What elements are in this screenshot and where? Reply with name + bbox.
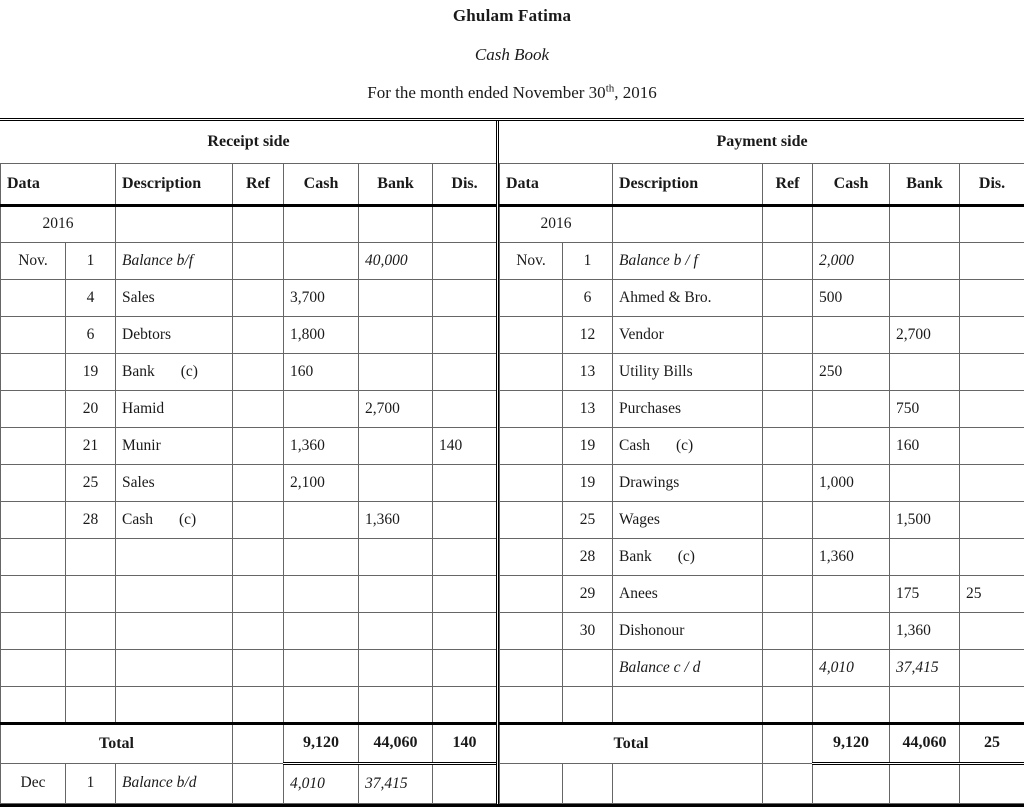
table-row <box>1 316 497 353</box>
payment-total-bank: 44,060 <box>890 723 960 763</box>
row-day <box>66 612 116 649</box>
receipt-year-row <box>1 205 497 242</box>
row-dis <box>433 279 497 316</box>
table-row <box>500 686 1024 723</box>
receipt-column-headers <box>1 163 497 205</box>
table-row <box>500 538 1024 575</box>
row-dis <box>960 501 1024 538</box>
row-description: Hamid <box>116 390 233 427</box>
row-day <box>66 575 116 612</box>
table-row <box>1 279 497 316</box>
row-date <box>500 427 563 464</box>
table-row <box>1 464 497 501</box>
payment-side <box>496 121 1024 804</box>
row-bank: 1,360 <box>359 501 433 538</box>
period-prefix: For the month ended November 30 <box>367 83 606 102</box>
row-cash: 500 <box>813 279 890 316</box>
row-description <box>116 612 233 649</box>
row-bank: 40,000 <box>359 242 433 279</box>
row-day: 13 <box>563 353 613 390</box>
row-bank: 160 <box>890 427 960 464</box>
row-day: 21 <box>66 427 116 464</box>
receipt-carry-row <box>1 763 497 803</box>
receipt-col-cash: Cash <box>284 163 359 205</box>
row-cash <box>813 427 890 464</box>
table-row <box>500 501 1024 538</box>
row-description: Sales <box>116 464 233 501</box>
row-ref <box>763 279 813 316</box>
row-bank <box>359 575 433 612</box>
row-ref <box>233 316 284 353</box>
table-row <box>1 612 497 649</box>
row-dis <box>433 353 497 390</box>
receipt-carry-day: 1 <box>66 763 116 803</box>
row-description-text: Bank <box>619 547 652 565</box>
row-day <box>66 538 116 575</box>
row-cash <box>284 242 359 279</box>
payment-table <box>499 121 1024 804</box>
row-bank: 1,360 <box>890 612 960 649</box>
row-date <box>1 612 66 649</box>
row-day: 4 <box>66 279 116 316</box>
receipt-carry-description: Balance b/d <box>116 763 233 803</box>
company-name: Ghulam Fatima <box>452 6 572 25</box>
row-cash: 1,360 <box>284 427 359 464</box>
period-ordinal-suffix: th <box>605 82 615 95</box>
table-row <box>500 575 1024 612</box>
receipt-col-date: Data <box>1 163 116 205</box>
row-cash <box>284 649 359 686</box>
row-ref <box>233 612 284 649</box>
payment-year-cash <box>813 205 890 242</box>
row-dis <box>433 390 497 427</box>
row-day: 1 <box>563 242 613 279</box>
row-date <box>500 686 563 723</box>
row-bank <box>890 242 960 279</box>
payment-carry-ref <box>763 763 813 803</box>
row-description <box>116 353 233 390</box>
row-bank: 750 <box>890 390 960 427</box>
row-description: Balance c / d <box>613 649 763 686</box>
row-dis <box>960 649 1024 686</box>
row-day: 13 <box>563 390 613 427</box>
row-ref <box>763 353 813 390</box>
row-day <box>66 686 116 723</box>
payment-total-cash: 9,120 <box>813 723 890 763</box>
row-day: 19 <box>563 464 613 501</box>
row-date <box>1 649 66 686</box>
receipt-year-dis <box>433 205 497 242</box>
receipt-year-bank <box>359 205 433 242</box>
period-suffix: , 2016 <box>614 83 657 102</box>
row-bank <box>890 538 960 575</box>
row-date <box>500 279 563 316</box>
row-description <box>116 575 233 612</box>
row-date <box>1 353 66 390</box>
row-description <box>116 538 233 575</box>
receipt-col-description: Description <box>116 163 233 205</box>
row-day: 28 <box>66 501 116 538</box>
receipt-carry-ref <box>233 763 284 803</box>
row-ref <box>763 501 813 538</box>
row-ref <box>763 612 813 649</box>
row-cash: 4,010 <box>813 649 890 686</box>
receipt-year-ref <box>233 205 284 242</box>
row-cash: 3,700 <box>284 279 359 316</box>
receipt-side-title-row <box>1 121 497 163</box>
table-row <box>500 464 1024 501</box>
row-day: 29 <box>563 575 613 612</box>
row-cash: 1,000 <box>813 464 890 501</box>
row-description <box>116 649 233 686</box>
table-row <box>500 279 1024 316</box>
receipt-year-description <box>116 205 233 242</box>
table-row <box>1 686 497 723</box>
row-date <box>500 464 563 501</box>
document-titles <box>0 0 1024 105</box>
row-day: 28 <box>563 538 613 575</box>
row-description <box>116 501 233 538</box>
row-cash: 250 <box>813 353 890 390</box>
row-bank: 2,700 <box>359 390 433 427</box>
row-cash <box>813 501 890 538</box>
row-cash <box>284 390 359 427</box>
row-description: Wages <box>613 501 763 538</box>
payment-year: 2016 <box>500 205 613 242</box>
cash-book-ledger <box>0 118 1024 807</box>
payment-col-description: Description <box>613 163 763 205</box>
row-ref <box>763 575 813 612</box>
receipt-total-label: Total <box>1 723 233 763</box>
row-description: Anees <box>613 575 763 612</box>
row-day <box>563 686 613 723</box>
receipt-year: 2016 <box>1 205 116 242</box>
table-row <box>1 353 497 390</box>
row-dis <box>960 427 1024 464</box>
table-row <box>500 427 1024 464</box>
payment-side-title-row <box>500 121 1024 163</box>
payment-side-title: Payment side <box>500 121 1024 163</box>
row-date <box>500 649 563 686</box>
row-dis: 25 <box>960 575 1024 612</box>
row-contra-marker: (c) <box>180 362 198 380</box>
payment-total-row <box>500 723 1024 763</box>
row-cash: 160 <box>284 353 359 390</box>
payment-carry-cash <box>813 763 890 803</box>
row-cash <box>284 612 359 649</box>
row-date <box>500 501 563 538</box>
receipt-col-ref: Ref <box>233 163 284 205</box>
row-dis <box>433 501 497 538</box>
table-row <box>500 612 1024 649</box>
row-day <box>66 649 116 686</box>
row-cash <box>813 316 890 353</box>
payment-year-row <box>500 205 1024 242</box>
row-date <box>500 390 563 427</box>
row-day: 12 <box>563 316 613 353</box>
table-row <box>1 538 497 575</box>
payment-year-bank <box>890 205 960 242</box>
row-dis <box>960 686 1024 723</box>
row-cash <box>284 686 359 723</box>
payment-year-ref <box>763 205 813 242</box>
row-description: Munir <box>116 427 233 464</box>
row-date <box>1 390 66 427</box>
row-bank <box>359 686 433 723</box>
receipt-total-ref <box>233 723 284 763</box>
receipt-total-row <box>1 723 497 763</box>
row-date <box>1 464 66 501</box>
row-cash <box>284 575 359 612</box>
table-row <box>1 427 497 464</box>
row-date <box>1 501 66 538</box>
row-cash <box>813 390 890 427</box>
row-dis <box>433 316 497 353</box>
row-bank <box>890 353 960 390</box>
row-day <box>563 649 613 686</box>
row-description: Sales <box>116 279 233 316</box>
row-description: Ahmed & Bro. <box>613 279 763 316</box>
row-ref <box>233 279 284 316</box>
row-bank <box>359 427 433 464</box>
row-date <box>1 686 66 723</box>
table-row <box>500 242 1024 279</box>
receipt-total-dis: 140 <box>433 723 497 763</box>
row-ref <box>763 538 813 575</box>
payment-col-ref: Ref <box>763 163 813 205</box>
row-dis <box>960 464 1024 501</box>
book-title: Cash Book <box>474 45 550 64</box>
table-row <box>1 649 497 686</box>
row-ref <box>763 686 813 723</box>
payment-column-headers <box>500 163 1024 205</box>
row-bank <box>359 353 433 390</box>
row-ref <box>233 242 284 279</box>
receipt-table <box>0 121 497 804</box>
row-ref <box>763 427 813 464</box>
row-ref <box>233 353 284 390</box>
row-description: Vendor <box>613 316 763 353</box>
row-date <box>1 279 66 316</box>
row-description: Balance b / f <box>613 242 763 279</box>
row-date <box>1 538 66 575</box>
payment-total-label: Total <box>500 723 763 763</box>
row-bank <box>359 316 433 353</box>
row-ref <box>763 390 813 427</box>
row-description: Balance b/f <box>116 242 233 279</box>
row-day: 25 <box>66 464 116 501</box>
row-dis: 140 <box>433 427 497 464</box>
table-row <box>1 575 497 612</box>
row-day: 30 <box>563 612 613 649</box>
row-date: Nov. <box>500 242 563 279</box>
row-ref <box>763 316 813 353</box>
row-ref <box>233 464 284 501</box>
row-ref <box>763 242 813 279</box>
row-dis <box>433 575 497 612</box>
row-day: 6 <box>66 316 116 353</box>
table-row <box>500 316 1024 353</box>
row-description <box>613 427 763 464</box>
table-row <box>1 390 497 427</box>
row-dis <box>960 390 1024 427</box>
receipt-carry-bank: 37,415 <box>359 763 433 803</box>
row-ref <box>233 501 284 538</box>
row-date <box>1 575 66 612</box>
row-ref <box>233 649 284 686</box>
receipt-col-dis: Dis. <box>433 163 497 205</box>
row-bank <box>359 464 433 501</box>
payment-col-bank: Bank <box>890 163 960 205</box>
row-description-text: Bank <box>122 362 155 380</box>
row-description: Purchases <box>613 390 763 427</box>
row-description: Dishonour <box>613 612 763 649</box>
row-bank <box>890 464 960 501</box>
row-ref <box>763 464 813 501</box>
row-dis <box>433 612 497 649</box>
receipt-total-bank: 44,060 <box>359 723 433 763</box>
payment-carry-dis <box>960 763 1024 803</box>
payment-carry-date <box>500 763 563 803</box>
row-dis <box>960 242 1024 279</box>
row-ref <box>233 427 284 464</box>
row-cash: 1,800 <box>284 316 359 353</box>
table-row <box>500 649 1024 686</box>
row-contra-marker: (c) <box>677 547 695 565</box>
payment-carry-day <box>563 763 613 803</box>
row-dis <box>433 649 497 686</box>
row-contra-marker: (c) <box>676 436 694 454</box>
row-bank: 2,700 <box>890 316 960 353</box>
row-dis <box>960 538 1024 575</box>
row-bank <box>890 279 960 316</box>
row-cash: 2,100 <box>284 464 359 501</box>
row-cash <box>284 538 359 575</box>
row-day: 19 <box>563 427 613 464</box>
row-date <box>500 353 563 390</box>
table-row <box>500 353 1024 390</box>
row-description <box>116 686 233 723</box>
payment-col-cash: Cash <box>813 163 890 205</box>
receipt-total-cash: 9,120 <box>284 723 359 763</box>
payment-carry-bank <box>890 763 960 803</box>
row-bank <box>359 649 433 686</box>
row-date <box>1 316 66 353</box>
row-day: 19 <box>66 353 116 390</box>
row-bank: 1,500 <box>890 501 960 538</box>
row-dis <box>960 316 1024 353</box>
row-dis <box>960 279 1024 316</box>
receipt-carry-dis <box>433 763 497 803</box>
row-date <box>500 575 563 612</box>
row-cash: 1,360 <box>813 538 890 575</box>
row-description: Utility Bills <box>613 353 763 390</box>
row-cash <box>813 612 890 649</box>
payment-year-description <box>613 205 763 242</box>
payment-total-ref <box>763 723 813 763</box>
payment-total-dis: 25 <box>960 723 1024 763</box>
table-row <box>1 501 497 538</box>
row-contra-marker: (c) <box>179 510 197 528</box>
table-row <box>500 390 1024 427</box>
row-dis <box>433 686 497 723</box>
row-ref <box>763 649 813 686</box>
row-day: 1 <box>66 242 116 279</box>
row-date <box>1 427 66 464</box>
row-day: 25 <box>563 501 613 538</box>
row-date: Nov. <box>1 242 66 279</box>
receipt-side-title: Receipt side <box>1 121 497 163</box>
row-ref <box>233 538 284 575</box>
row-bank <box>359 612 433 649</box>
row-day: 20 <box>66 390 116 427</box>
row-description: Debtors <box>116 316 233 353</box>
row-description-text: Cash <box>619 436 650 454</box>
receipt-year-cash <box>284 205 359 242</box>
period-line <box>0 81 1024 105</box>
row-ref <box>233 686 284 723</box>
payment-carry-row <box>500 763 1024 803</box>
row-bank: 175 <box>890 575 960 612</box>
receipt-side <box>0 121 496 804</box>
payment-year-dis <box>960 205 1024 242</box>
row-cash <box>284 501 359 538</box>
row-date <box>500 538 563 575</box>
payment-col-dis: Dis. <box>960 163 1024 205</box>
row-cash <box>813 575 890 612</box>
row-bank <box>359 538 433 575</box>
row-dis <box>433 242 497 279</box>
row-dis <box>433 464 497 501</box>
row-cash: 2,000 <box>813 242 890 279</box>
row-bank <box>359 279 433 316</box>
row-dis <box>960 353 1024 390</box>
row-bank <box>890 686 960 723</box>
row-day: 6 <box>563 279 613 316</box>
row-description <box>613 686 763 723</box>
row-bank: 37,415 <box>890 649 960 686</box>
row-dis <box>433 538 497 575</box>
payment-carry-description <box>613 763 763 803</box>
row-date <box>500 316 563 353</box>
receipt-carry-cash: 4,010 <box>284 763 359 803</box>
row-ref <box>233 575 284 612</box>
row-description-text: Cash <box>122 510 153 528</box>
receipt-carry-date: Dec <box>1 763 66 803</box>
row-cash <box>813 686 890 723</box>
row-date <box>500 612 563 649</box>
payment-col-date: Data <box>500 163 613 205</box>
row-dis <box>960 612 1024 649</box>
row-description: Drawings <box>613 464 763 501</box>
table-row <box>1 242 497 279</box>
row-description <box>613 538 763 575</box>
row-ref <box>233 390 284 427</box>
receipt-col-bank: Bank <box>359 163 433 205</box>
